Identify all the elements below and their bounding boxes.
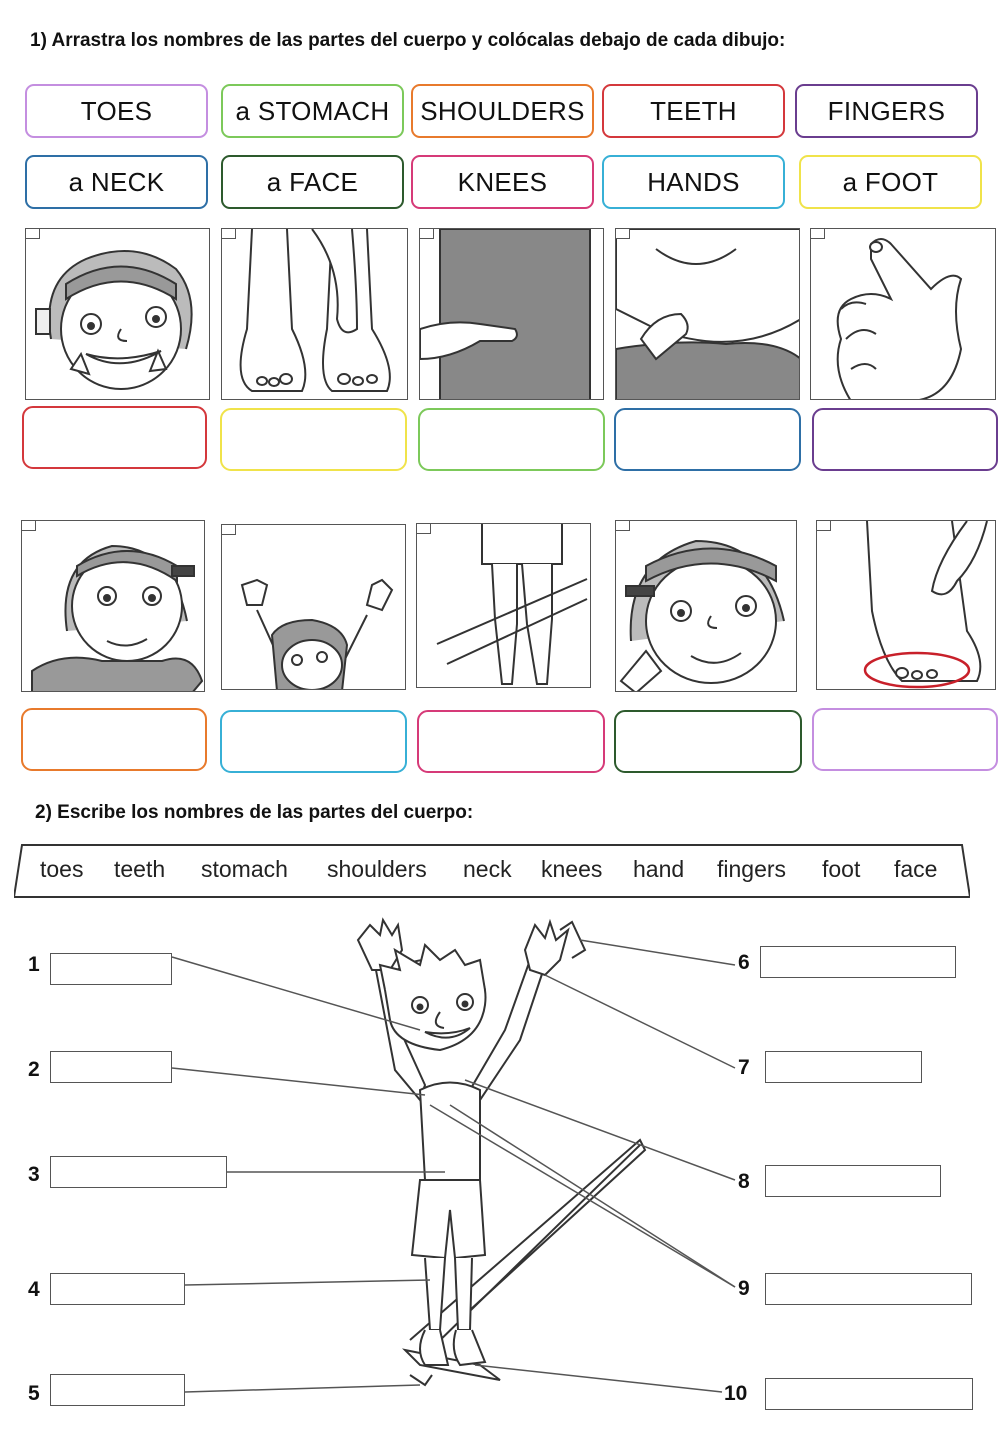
answer-field-9[interactable] <box>765 1273 972 1305</box>
drop-slot-9[interactable] <box>614 710 802 773</box>
picture-fingers <box>810 228 996 400</box>
answer-field-1[interactable] <box>50 953 172 985</box>
picture-stomach <box>419 228 604 400</box>
chip-neck[interactable]: a NECK <box>25 155 208 209</box>
girl-teeth-illustration <box>26 229 210 400</box>
legs-knees-illustration <box>417 524 591 688</box>
picture-foot <box>816 520 996 690</box>
drop-slot-6[interactable] <box>21 708 207 771</box>
chip-hands[interactable]: HANDS <box>602 155 785 209</box>
word-bank-item: toes <box>40 856 84 882</box>
chip-stomach[interactable]: a STOMACH <box>221 84 404 138</box>
picture-shoulders <box>21 520 205 692</box>
drop-slot-2[interactable] <box>220 408 407 471</box>
label-number: 7 <box>738 1056 750 1079</box>
section1-title: 1) Arrastra los nombres de las partes del cuerpo y colócalas debajo de cada dibujo: <box>30 30 786 51</box>
chip-teeth[interactable]: TEETH <box>602 84 785 138</box>
word-bank-item: knees <box>541 856 603 882</box>
picture-hands <box>221 524 406 690</box>
chip-knees[interactable]: KNEES <box>411 155 594 209</box>
drop-slot-3[interactable] <box>418 408 605 471</box>
word-bank-item: fingers <box>717 856 787 882</box>
label-number: 1 <box>28 953 40 976</box>
label-number: 6 <box>738 951 750 974</box>
chip-foot[interactable]: a FOOT <box>799 155 982 209</box>
answer-field-6[interactable] <box>760 946 956 978</box>
picture-knees <box>416 523 591 688</box>
drop-slot-5[interactable] <box>812 408 998 471</box>
picture-neck <box>615 228 800 400</box>
word-bank-item: face <box>894 856 938 882</box>
stomach-illustration <box>420 229 604 400</box>
word-bank-item: neck <box>463 856 512 882</box>
girl-face-illustration <box>616 521 797 692</box>
label-number: 4 <box>28 1278 40 1301</box>
answer-field-2[interactable] <box>50 1051 172 1083</box>
label-number: 9 <box>738 1277 750 1300</box>
label-number: 10 <box>724 1382 748 1405</box>
word-bank-item: hand <box>633 856 685 882</box>
picture-teeth <box>25 228 210 400</box>
word-bank-item: shoulders <box>327 856 427 882</box>
label-number: 5 <box>28 1382 40 1405</box>
word-bank-item: stomach <box>201 856 288 882</box>
answer-field-3[interactable] <box>50 1156 227 1188</box>
answer-field-8[interactable] <box>765 1165 941 1197</box>
answer-field-7[interactable] <box>765 1051 922 1083</box>
answer-field-10[interactable] <box>765 1378 973 1410</box>
chip-toes[interactable]: TOES <box>25 84 208 138</box>
drop-slot-1[interactable] <box>22 406 207 469</box>
chip-shoulders[interactable]: SHOULDERS <box>411 84 594 138</box>
label-number: 2 <box>28 1058 40 1081</box>
neck-illustration <box>616 229 800 400</box>
word-bank-item: foot <box>822 856 861 882</box>
drop-slot-7[interactable] <box>220 710 407 773</box>
picture-face <box>615 520 797 692</box>
drop-slot-10[interactable] <box>812 708 998 771</box>
foot-illustration <box>817 521 996 690</box>
feet-illustration <box>222 229 408 400</box>
hand-fingers-illustration <box>811 229 996 400</box>
drop-slot-8[interactable] <box>417 710 605 773</box>
label-number: 8 <box>738 1170 750 1193</box>
boy-hands-illustration <box>222 525 406 690</box>
section2-title: 2) Escribe los nombres de las partes del cuerpo: <box>35 802 474 823</box>
word-bank-item: teeth <box>114 856 166 882</box>
answer-field-4[interactable] <box>50 1273 185 1305</box>
chip-fingers[interactable]: FINGERS <box>795 84 978 138</box>
girl-shoulders-illustration <box>22 521 205 692</box>
label-number: 3 <box>28 1163 40 1186</box>
picture-toes <box>221 228 408 400</box>
answer-field-5[interactable] <box>50 1374 185 1406</box>
chip-face[interactable]: a FACE <box>221 155 404 209</box>
drop-slot-4[interactable] <box>614 408 801 471</box>
